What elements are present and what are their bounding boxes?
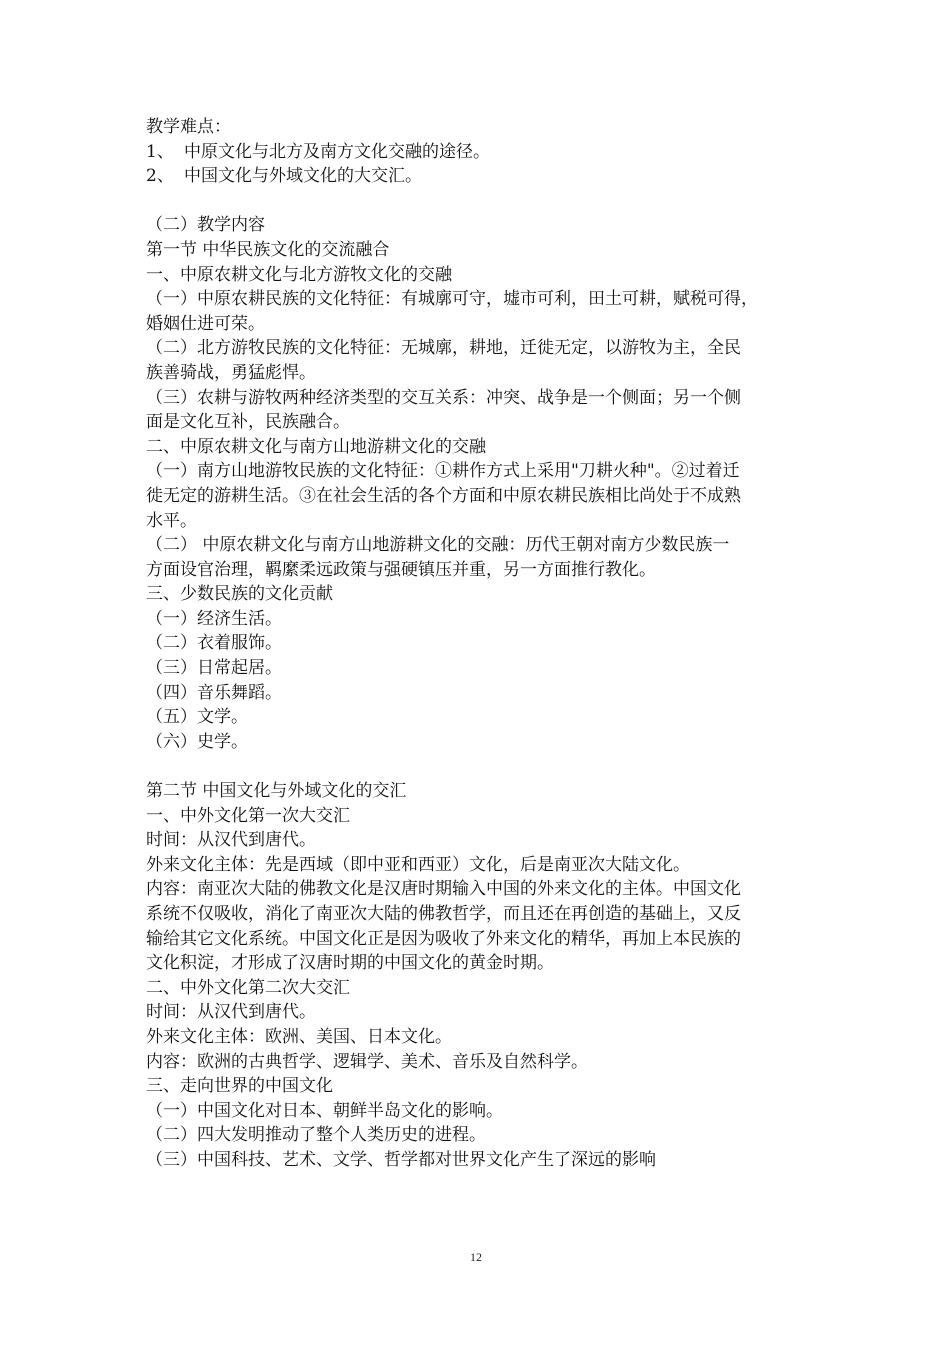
paragraph-line: 输给其它文化系统。中国文化正是因为吸收了外来文化的精华，再加上本民族的 [146,928,741,949]
section-heading-teaching-content: （二）教学内容 [146,215,265,236]
paragraph-line: 时间：从汉代到唐代。 [146,830,316,851]
blank-line [146,754,810,779]
page-number: 12 [470,1250,482,1264]
list-item: （四）音乐舞蹈。 [146,682,282,703]
paragraph-line: 文化积淀，才形成了汉唐时期的中国文化的黄金时期。 [146,953,554,974]
subsection-heading: 一、中外文化第一次大交汇 [146,805,350,826]
paragraph-line: 水平。 [146,510,197,531]
paragraph-line: 时间：从汉代到唐代。 [146,1002,316,1023]
document-body [146,115,810,1173]
paragraph-line: 族善骑战，勇猛彪悍。 [146,362,316,383]
list-item [146,140,810,165]
list-item: （二）四大发明推动了整个人类历史的进程。 [146,1125,486,1146]
list-item: （一）经济生活。 [146,608,282,629]
paragraph-line: （一）中原农耕民族的文化特征：有城廓可守，墟市可利，田土可耕，赋税可得， [146,289,758,310]
subsection-heading: 三、走向世界的中国文化 [146,1076,333,1097]
paragraph-line: （二） 中原农耕文化与南方山地游耕文化的交融：历代王朝对南方少数民族一 [146,535,730,556]
list-text: 中国文化与外域文化的大交汇。 [184,166,422,187]
paragraph-line: 徙无定的游耕生活。③在社会生活的各个方面和中原农耕民族相比尚处于不成熟 [146,485,741,506]
paragraph-line: （一）南方山地游牧民族的文化特征：①耕作方式上采用"刀耕火种"。②过着迁 [146,461,740,482]
list-number: 2、 [146,166,174,187]
list-item: （一）中国文化对日本、朝鲜半岛文化的影响。 [146,1100,503,1121]
paragraph-line: 内容：南亚次大陆的佛教文化是汉唐时期输入中国的外来文化的主体。中国文化 [146,879,741,900]
paragraph-line: 方面设官治理，羁縻柔远政策与强硬镇压并重，另一方面推行教化。 [146,559,656,580]
paragraph-line: 内容：欧洲的古典哲学、逻辑学、美术、音乐及自然科学。 [146,1051,588,1072]
subsection-heading: 二、中外文化第二次大交汇 [146,977,350,998]
paragraph-line: 婚姻仕进可荣。 [146,313,265,334]
list-text: 中原文化与北方及南方文化交融的途径。 [184,141,490,162]
list-item [146,164,810,189]
blank-line [146,189,810,214]
subsection-heading: 二、中原农耕文化与南方山地游耕文化的交融 [146,436,486,457]
paragraph-line: 面是文化互补，民族融合。 [146,412,350,433]
chapter-heading: 第二节 中国文化与外域文化的交汇 [146,781,407,802]
list-number: 1、 [146,141,174,162]
list-item: （二）衣着服饰。 [146,633,282,654]
paragraph-line: （二）北方游牧民族的文化特征：无城廓，耕地，迁徙无定，以游牧为主，全民 [146,338,741,359]
paragraph-line: 系统不仅吸收，消化了南亚次大陆的佛教哲学，而且还在再创造的基础上，又反 [146,904,741,924]
subsection-heading: 一、中原农耕文化与北方游牧文化的交融 [146,264,452,285]
list-item: （六）史学。 [146,731,248,752]
chapter-heading: 第一节 中华民族文化的交流融合 [146,239,390,260]
subsection-heading: 三、少数民族的文化贡献 [146,584,333,605]
list-item: （三）日常起居。 [146,658,282,679]
paragraph-line: （三）农耕与游牧两种经济类型的交互关系：冲突、战争是一个侧面；另一个侧 [146,387,741,408]
list-item: （三）中国科技、艺术、文学、哲学都对世界文化产生了深远的影响 [146,1149,656,1170]
paragraph-line: 外来文化主体：先是西域（即中亚和西亚）文化，后是南亚次大陆文化。 [146,854,690,875]
list-item: （五）文学。 [146,707,248,728]
section-heading-teaching-difficulties: 教学难点： [146,117,231,137]
paragraph-line: 外来文化主体：欧洲、美国、日本文化。 [146,1026,452,1047]
